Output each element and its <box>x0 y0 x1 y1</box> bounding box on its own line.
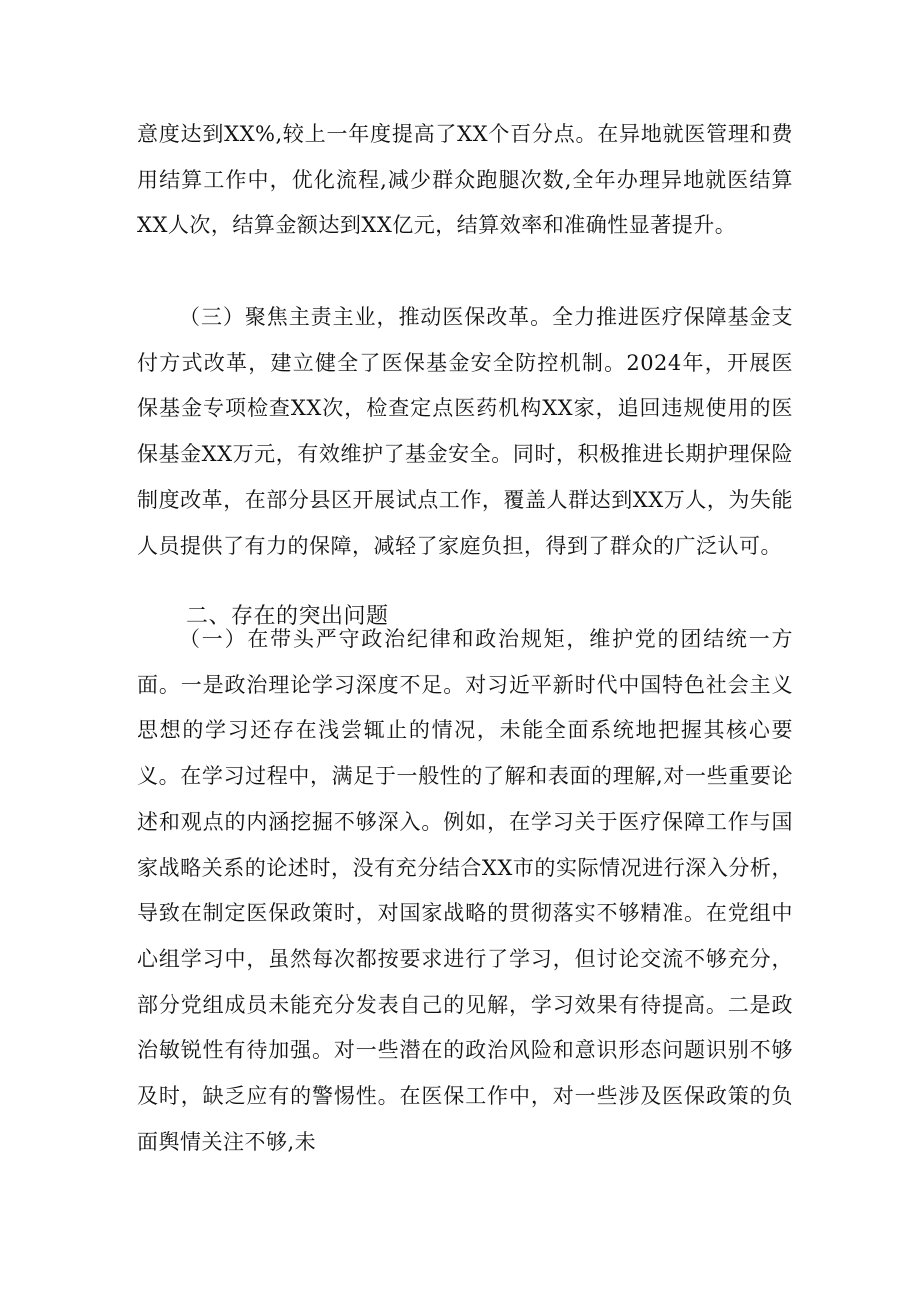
body-paragraph-reform <box>137 295 793 569</box>
paragraph-text: （三）聚焦主责主业，推动医保改革。全力推进医疗保障基金支付方式改革，建立健全了医保基金安全防控机制。2024年，开展医保基金专项检查XX次，检查定点医药机构XX家，追回违规使用的医保基金XX万元，有效维护了基金安全。同时，积极推进长期护理保险制度改革，在部分县区开展试点工作，覆盖人群达到XX万人，为失能人员提供了有力的保障，减轻了家庭负担，得到了群众的广泛认可。 <box>137 305 793 558</box>
body-paragraph-continued <box>137 112 793 249</box>
section-heading: 二、存在的突出问题 <box>186 604 389 629</box>
paragraph-text: （一）在带头严守政治纪律和政治规矩，维护党的团结统一方面。一是政治理论学习深度不足。对习近平新时代中国特色社会主义思想的学习还存在浅尝辄止的情况，未能全面系统地把握其核心要义。在学习过程中，满足于一般性的了解和表面的理解,对一些重要论述和观点的内涵挖掘不够深入。例如，在学习关于医疗保障工作与国家战略关系的论述时，没有充分结合XX市的实际情况进行深入分析，导致在制定医保政策时，对国家战略的贯彻落实不够精准。在党组中心组学习中，虽然每次都按要求进行了学习，但讨论交流不够充分，部分党组成员未能充分发表自己的见解，学习效果有待提高。二是政治敏锐性有待加强。对一些潜在的政治风险和意识形态问题识别不够及时，缺乏应有的警惕性。在医保工作中，对一些涉及医保政策的负面舆情关注不够,未 <box>137 627 793 1154</box>
body-paragraph-problems <box>137 617 793 1165</box>
paragraph-text: 意度达到XX%,较上一年度提高了XX个百分点。在异地就医管理和费用结算工作中，优化流程,减少群众跑腿次数,全年办理异地就医结算XX人次，结算金额达到XX亿元，结算效率和准确性显著提升。 <box>137 122 793 238</box>
